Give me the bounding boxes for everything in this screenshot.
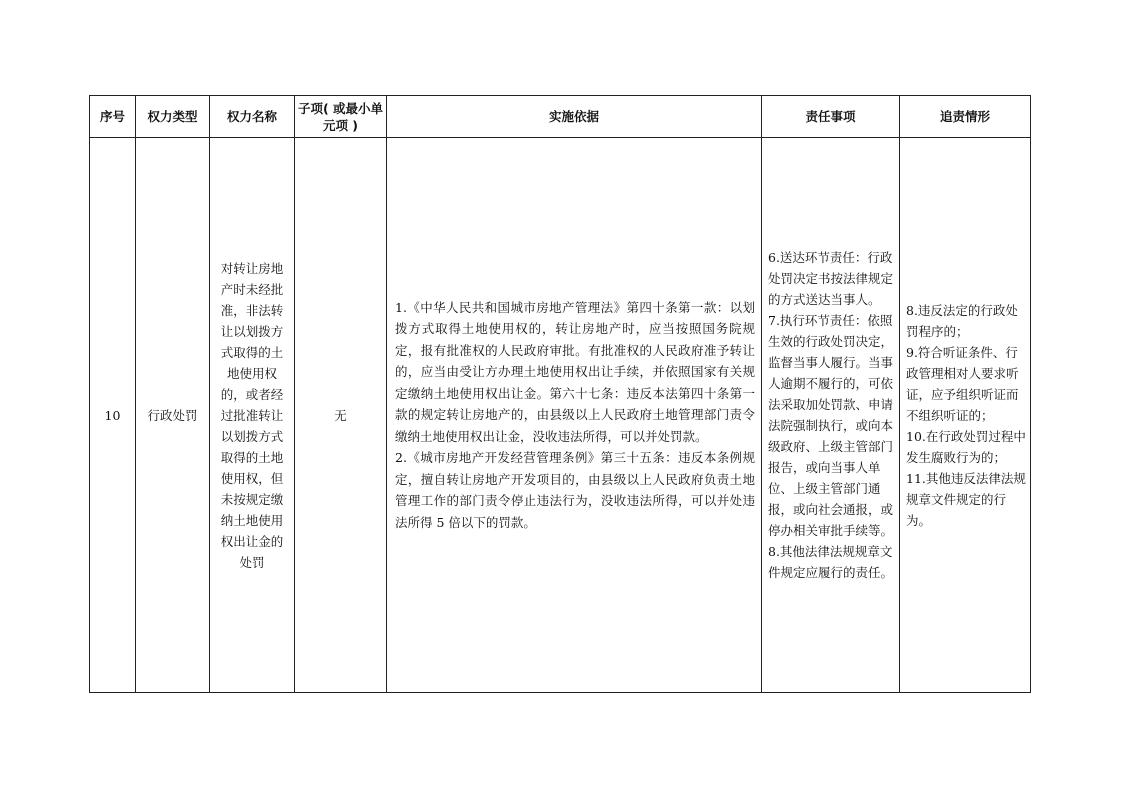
header-row — [90, 96, 1031, 138]
responsibility-item: 8.其他法律法规规章文件规定应履行的责任。 — [768, 544, 894, 580]
accountability-item: 9.符合听证条件、行政管理相对人要求听证，应予组织听证而不组织听证的； — [906, 344, 1019, 423]
accountability-item: 8.违反法定的行政处罚程序的； — [906, 302, 1018, 339]
basis-paragraph: 2.《城市房地产开发经营管理条例》第三十五条：违反本条例规定，擅自转让房地产开发项目的，由县级以上人民政府负责土地管理工作的部门责令停止违法行为，没收违法所得，可以并处违法所得 5 倍以下的罚款。 — [395, 450, 755, 530]
accountability-item: 11.其他违反法律法规规章文件规定的行为。 — [906, 470, 1026, 528]
header-power-name: 权力名称 — [210, 96, 295, 138]
cell-serial-number: 10 — [90, 138, 136, 693]
power-list-table — [89, 95, 1031, 693]
basis-paragraph: 1.《中华人民共和国城市房地产管理法》第四十条第一款：以划拨方式取得土地使用权的，转让房地产时，应当按照国务院规定，报有批准权的人民政府审批。有批准权的人民政府准予转让的，应当由受让方办理土地使用权出让手续，并依照国家有关规定缴纳土地使用权出让金。第六十七条：违反本法第四十条第一款的规定转让房地产的，由县级以上人民政府土地管理部门责令缴纳土地使用权出让金，没收违法所得，可以并处罚款。 — [395, 299, 755, 444]
cell-power-type: 行政处罚 — [136, 138, 210, 693]
header-legal-basis: 实施依据 — [387, 96, 762, 138]
responsibility-item: 7.执行环节责任：依照生效的行政处罚决定，监督当事人履行。当事人逾期不履行的，可依法采取加处罚款、申请法院强制执行，或向本级政府、上级主管部门报告，或向当事人单位、上级主管部门通报，或向社会通报，或停办相关审批手续等。 — [768, 313, 894, 538]
cell-legal-basis — [387, 138, 762, 693]
cell-responsibilities — [762, 138, 900, 693]
header-accountability: 追责情形 — [900, 96, 1031, 138]
cell-accountability — [900, 138, 1031, 693]
accountability-item: 10.在行政处罚过程中发生腐败行为的； — [906, 428, 1026, 465]
header-responsibilities: 责任事项 — [762, 96, 900, 138]
responsibility-item: 6.送达环节责任：行政处罚决定书按法律规定的方式送达当事人。 — [768, 250, 894, 307]
header-sub-item: 子项( 或最小单元项 ) — [295, 96, 387, 138]
cell-power-name: 对转让房地产时未经批准，非法转让以划拨方式取得的土地使用权的，或者经过批准转让以划拨方式取得的土地使用权，但未按规定缴纳土地使用权出让金的处罚 — [210, 138, 295, 693]
cell-sub-item: 无 — [295, 138, 387, 693]
table-row — [90, 138, 1031, 693]
header-power-type: 权力类型 — [136, 96, 210, 138]
header-serial-number: 序号 — [90, 96, 136, 138]
